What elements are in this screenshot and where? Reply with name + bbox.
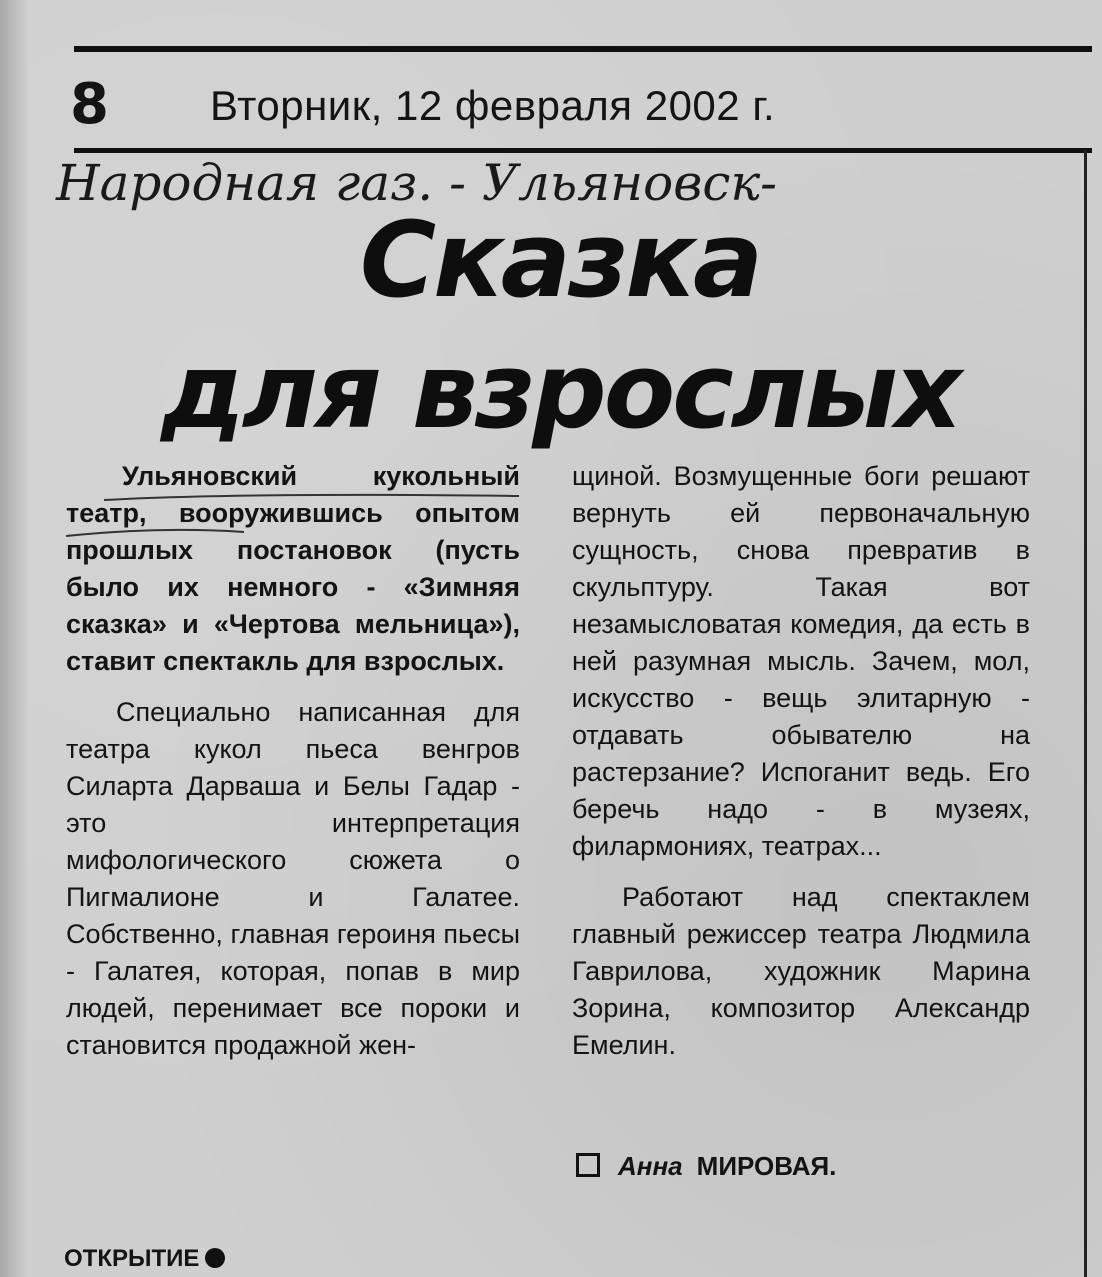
square-bullet-icon xyxy=(576,1153,600,1177)
paper-edge-shadow xyxy=(0,0,28,1277)
article-credits-paragraph: Работают над спектаклем главный режиссер театра Людмила Гаврилова, художник Марина Зорина, композитор Александр Емелин. xyxy=(572,882,1030,1060)
section-footer-tag xyxy=(64,1240,304,1277)
handwritten-note-text: Народная газ. - Ульяновск- xyxy=(56,154,778,212)
headline-line-2: для взрослых xyxy=(160,330,960,452)
article-left-column xyxy=(66,458,520,1188)
page-number: 8 xyxy=(70,72,109,137)
author-first-name: Анна xyxy=(618,1151,683,1181)
author-byline xyxy=(576,1146,996,1186)
bullet-dot-icon xyxy=(205,1248,225,1268)
paragraph-gap xyxy=(66,680,520,694)
headline-line-1: Сказка xyxy=(359,199,761,321)
paragraph-gap xyxy=(572,865,1030,879)
pen-underline-mark xyxy=(64,492,524,542)
article-lead: Ульяновский кукольный театр, вооружившись опытом прошлых постановок (пусть было их немного - «Зимняя сказка» и «Чертова мельница»), ставит спектакль для взрослых. xyxy=(66,461,520,676)
article-right-column xyxy=(572,458,1030,1148)
footer-tag-text: ОТКРЫТИЕ xyxy=(64,1245,200,1272)
article-paragraph-continued: щиной. Возмущенные боги решают вернуть ей первоначальную сущность, снова превратив в скульптуру. Такая вот незамысловатая комедия, да есть в ней разумная мысль. Зачем, мол, искусство - вещь элитарную - отдавать обывателю на растерзание? Испоганит ведь. Его беречь надо - в музеях, филармониях, театрах... xyxy=(572,461,1030,861)
article-paragraph: Специально написанная для театра кукол пьеса венгров Силарта Дарваша и Белы Гадар - это интерпретация мифологического сюжета о Пигмалионе и Галатее. Собственно, главная героиня пьесы - Галатея, которая, попав в мир людей, перенимает все пороки и становится продажной жен- xyxy=(66,697,520,1060)
dateline: Вторник, 12 февраля 2002 г. xyxy=(210,82,776,129)
paper-fold-line xyxy=(1084,150,1087,1277)
author-last-name: МИРОВАЯ. xyxy=(696,1151,837,1181)
top-rule xyxy=(74,46,1092,52)
